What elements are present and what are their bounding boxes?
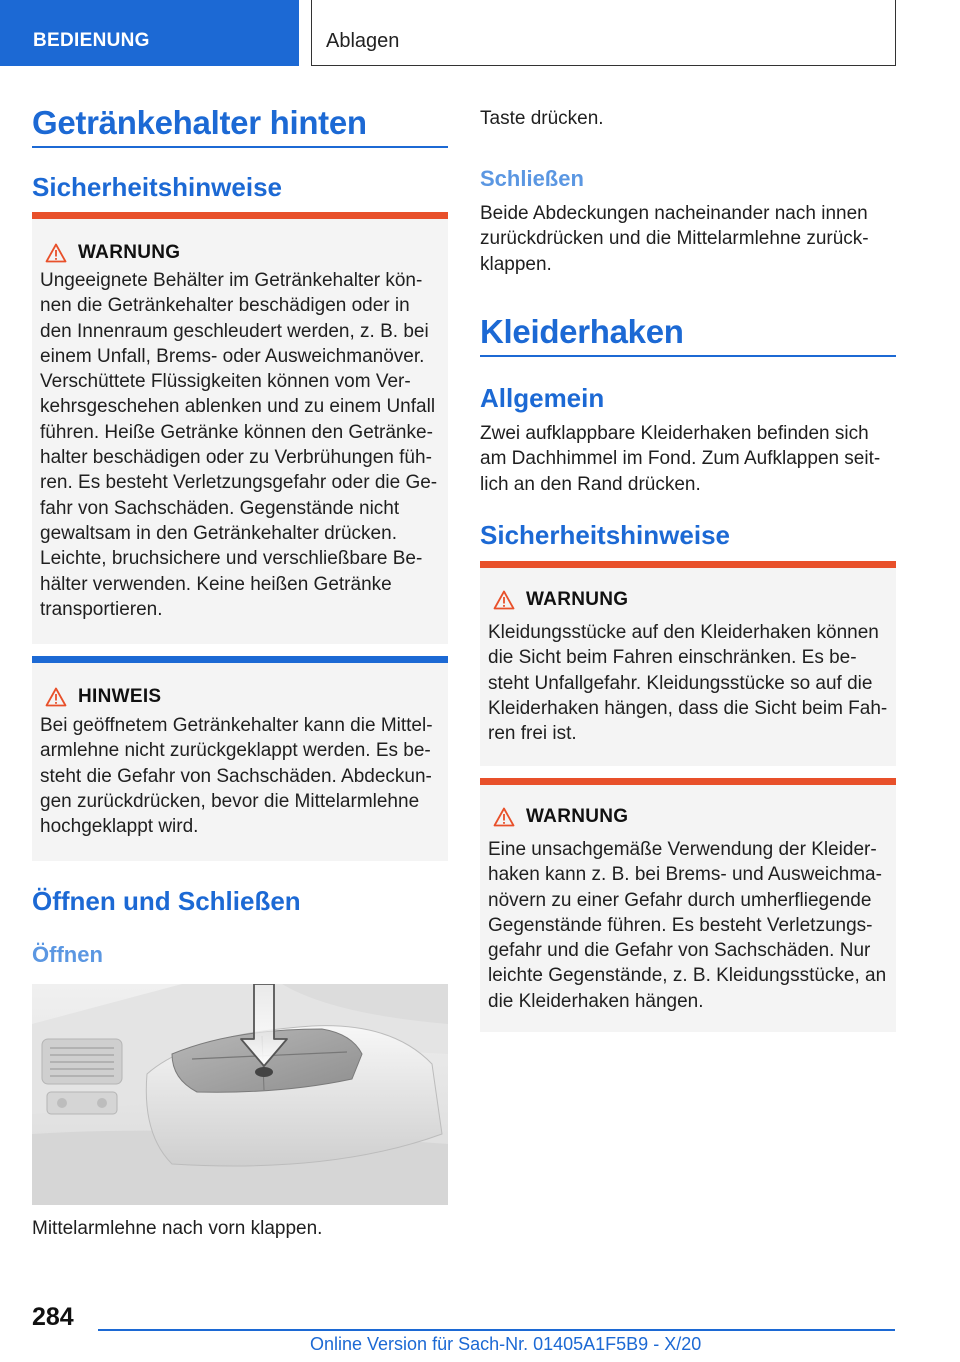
warning-text: Kleidungsstücke auf den Kleiderhaken können die Sicht beim Fahren einschränken. Es be- steht Unfallgefahr. Kleidungsstücke so auf die Kleiderhaken hängen, dass die Sicht beim Fah- ren frei ist. xyxy=(488,622,888,745)
warning-box-drink-holder xyxy=(32,212,448,644)
warning-box-coat-hooks-visibility xyxy=(480,561,896,766)
page-title-coat-hooks: Kleiderhaken xyxy=(480,313,684,350)
note-title: HINWEIS xyxy=(78,686,162,707)
warning-triangle-icon xyxy=(493,807,515,827)
close-instructions: Beide Abdeckungen nacheinander nach innen zurückdrücken und die Mittelarmlehne zurück- klappen. xyxy=(480,203,869,275)
warning-box-coat-hooks-misuse xyxy=(480,778,896,1032)
title-rule xyxy=(32,146,448,148)
page-number: 284 xyxy=(32,1303,74,1331)
warning-bar xyxy=(480,778,896,785)
warning-text: Eine unsachgemäße Verwendung der Kleider- haken kann z. B. bei Brems- und Ausweichma- növern zu einer Gefahr durch umherfliegende Gegenstände führen. Es besteht Verletzungs- gefahr und die Gefahr von Sachschäden. Nur leichte Gegenstände, z. B. Kleidungsstücke, an die Kleiderhaken hängen. xyxy=(488,839,887,1012)
warning-title: WARNUNG xyxy=(526,589,629,610)
warning-title: WARNUNG xyxy=(78,242,181,263)
note-bar xyxy=(32,656,448,663)
section-label: BEDIENUNG xyxy=(33,30,150,51)
note-text: Bei geöffnetem Getränkehalter kann die Mittel- armlehne nicht zurückgeklappt werden. Es be- steht die Gefahr von Sachschäden. Abdeckun- gen zurückdrücken, bevor die Mittelarmlehne hochgeklappt wird. xyxy=(40,715,433,838)
armrest-image xyxy=(32,984,448,1205)
open-heading: Öffnen xyxy=(32,942,103,967)
title-rule xyxy=(480,355,896,357)
close-heading: Schließen xyxy=(480,166,584,191)
online-version-link[interactable]: Online Version für Sach-Nr. 01405A1F5B9 - X/20 xyxy=(310,1334,702,1354)
warning-triangle-icon xyxy=(493,590,515,610)
warning-triangle-icon xyxy=(45,687,67,707)
safety-heading-right: Sicherheitshinweise xyxy=(480,520,730,550)
warning-text: Ungeeignete Behälter im Getränkehalter kön- nen die Getränkehalter beschädigen oder in den Innenraum geschleudert werden, z. B. bei einem Unfall, Brems- oder Ausweichmanöver. Verschüttete Flüssigkeiten können vom Ver- kehrsgeschehen ablenken und zu einem Unfall führen. Heiße Getränke können den Getränke- halter beschädigen oder zu Verbrühungen füh- ren. Es besteht Verletzungsgefahr oder die Ge- fahr von Sachschäden. Gegenstände nicht gewaltsam in den Getränkehalter drücken. Leichte, bruchsichere und verschließbare Be- hälter verwenden. Keine heißen Getränke transportieren. xyxy=(40,270,438,620)
image-caption: Mittelarmlehne nach vorn klappen. xyxy=(32,1218,323,1239)
section-tab xyxy=(0,0,299,66)
page-title-drink-holder: Getränkehalter hinten xyxy=(32,104,367,141)
open-close-heading: Öffnen und Schließen xyxy=(32,886,301,916)
warning-bar xyxy=(480,561,896,568)
general-text: Zwei aufklappbare Kleiderhaken befinden sich am Dachhimmel im Fond. Zum Aufklappen seit- lich an den Rand drücken. xyxy=(480,423,881,495)
warning-triangle-icon xyxy=(45,243,67,263)
topic-header xyxy=(311,0,896,66)
general-heading: Allgemein xyxy=(480,383,605,413)
armrest-illustration xyxy=(32,984,448,1205)
warning-bar xyxy=(32,212,448,219)
warning-title: WARNUNG xyxy=(526,806,629,827)
safety-heading-left: Sicherheitshinweise xyxy=(32,172,282,202)
footer-rule xyxy=(98,1329,895,1331)
topic-label: Ablagen xyxy=(326,30,400,52)
press-button-text: Taste drücken. xyxy=(480,108,604,129)
note-box-armrest xyxy=(32,656,448,861)
